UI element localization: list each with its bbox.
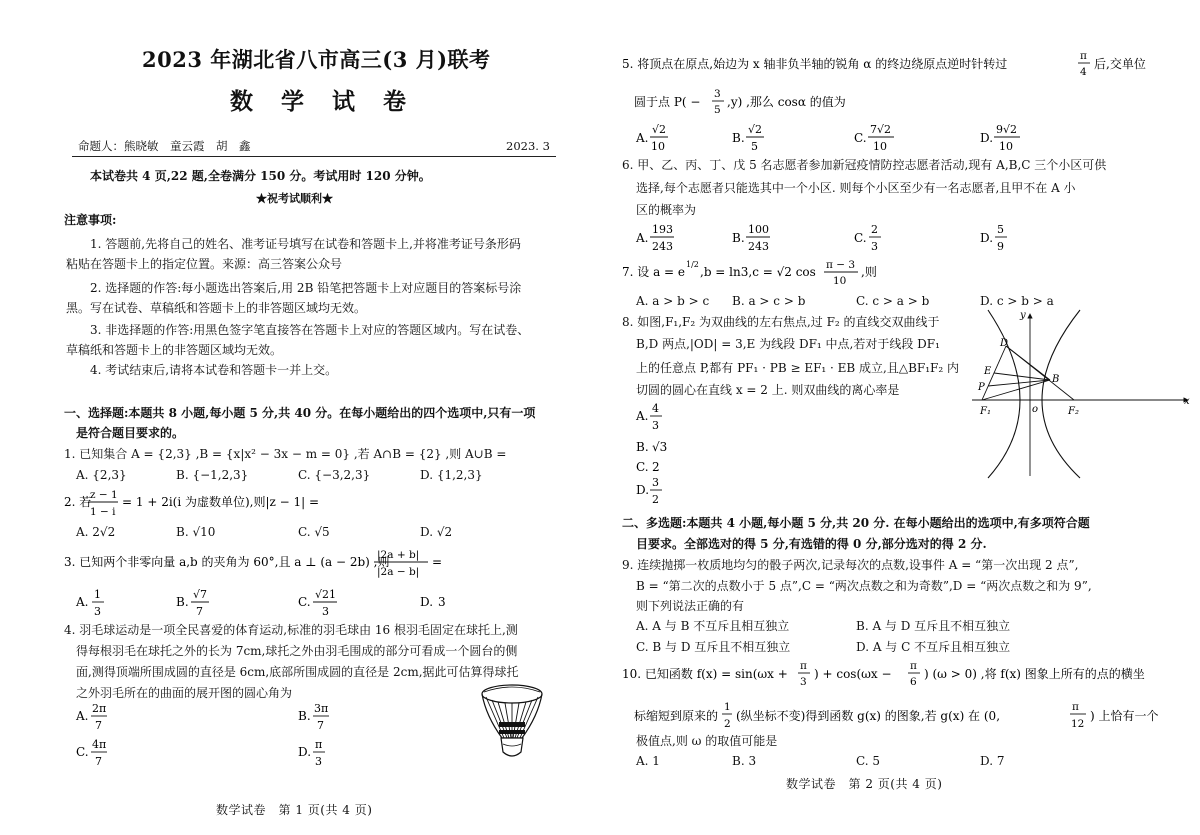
q2-option-b: B. √10 — [176, 525, 216, 539]
q5-text-a: 5. 将顶点在原点,始边为 x 轴非负半轴的锐角 α 的终边绕原点逆时针转过 — [622, 57, 1008, 71]
q10-option-c: C. 5 — [856, 754, 881, 768]
q4-option-b-num: 3π — [314, 702, 329, 715]
question-10-line-3: 极值点,则 ω 的取值可能是 — [636, 734, 778, 748]
q5-point-den: 5 — [714, 104, 721, 116]
q8-option-a-num: 4 — [652, 402, 659, 415]
q8-option-a-letter: A. — [636, 409, 649, 423]
q9-option-c: C. B 与 D 互斥且不相互独立 — [636, 640, 791, 654]
q6-option-c-num: 2 — [871, 223, 878, 236]
q1-option-d: D. {1,2,3} — [420, 468, 483, 482]
q5-option-d-letter: D. — [980, 131, 994, 145]
q3-option-b-letter: B. — [176, 595, 189, 609]
q6-option-b-den: 243 — [748, 240, 769, 253]
q8-option-c-text: 2 — [652, 460, 660, 474]
q10-f2-num: π — [910, 660, 917, 672]
q3-options — [72, 584, 492, 620]
header-rule — [72, 156, 556, 157]
q3-option-b-den: 7 — [196, 605, 203, 618]
q5-option-b-letter: B. — [732, 131, 745, 145]
question-3-stem — [60, 544, 480, 580]
question-9-line: 9. 连续抛掷一枚质地均匀的骰子两次,记录每次的点数,设事件 A = “第一次出现 2 点”, — [622, 558, 1079, 572]
exam-intro: 本试卷共 4 页,22 题,全卷满分 150 分。考试用时 120 分钟。 — [90, 169, 431, 183]
q2-option-a: A. 2√2 — [76, 525, 116, 539]
hyperbola-figure — [970, 308, 1195, 480]
q5-point-num: 3 — [714, 88, 721, 100]
q7-cos-num: π − 3 — [826, 259, 856, 271]
q3-option-c-letter: C. — [298, 595, 311, 609]
question-4-line: 面,测得顶端所围成圆的直径是 6cm,底部所围成圆的直径是 2cm,据此可估算得球托 — [76, 665, 519, 679]
q5-options — [632, 120, 1092, 156]
q2-option-d: D. √2 — [420, 525, 453, 539]
question-4-line: 得每根羽毛在球托之外的长为 7cm,球托之外由羽毛围成的部分可看成一个圆台的侧 — [76, 644, 518, 658]
q2-numerator: z − 1 — [90, 489, 118, 501]
q10-f3-num: 1 — [724, 701, 731, 713]
q4-option-c-letter: C. — [76, 745, 89, 759]
note-line: 1. 答题前,先将自己的姓名、准考证号填写在试卷和答题卡上,并将准考证号条形码 — [90, 237, 521, 251]
q5-text-c: 圆于点 P( − — [634, 95, 701, 109]
q10-f3-den: 2 — [724, 718, 731, 730]
notes-title: 注意事项: — [64, 213, 117, 227]
q9-option-b: B. A 与 D 互斥且不相互独立 — [856, 619, 1011, 633]
q7-option-c: C. c > a > b — [856, 294, 930, 308]
q5-option-b-den: 5 — [751, 140, 758, 153]
q3-option-c-num: √21 — [315, 588, 337, 601]
q2-prefix: 2. 若 — [64, 495, 92, 509]
note-line: 4. 考试结束后,请将本试卷和答题卡一并上交。 — [90, 363, 338, 377]
q10-f1-den: 3 — [800, 676, 807, 688]
question-2-stem — [60, 484, 480, 520]
q4-option-a-letter: A. — [76, 709, 89, 723]
q4-option-c-den: 7 — [95, 755, 102, 768]
note-line: 粘贴在答题卡上的指定位置。来源：高三答案公众号 — [66, 257, 343, 271]
q7-text-c: ,则 — [861, 265, 877, 279]
q8-option-b-text: √3 — [652, 440, 668, 454]
q10-f2-den: 6 — [910, 676, 917, 688]
note-line: 3. 非选择题的作答:用黑色签字笔直接答在答题卡上对应的答题区域内。写在试卷、 — [90, 323, 530, 337]
q10-text-b: ) + cos(ωx − — [814, 667, 892, 681]
question-10-line-2 — [630, 696, 1200, 736]
fig-label-x: x — [1184, 396, 1190, 407]
q8-option-a-den: 3 — [652, 419, 659, 432]
q2-option-c: C. √5 — [298, 525, 330, 539]
q10-option-b: B. 3 — [732, 754, 757, 768]
q3-option-a-den: 3 — [94, 605, 101, 618]
q5-text-d: ,y) ,那么 cosα 的值为 — [727, 95, 846, 109]
q9-option-d: D. A 与 C 不互斥且相互独立 — [856, 640, 1011, 654]
q5-option-a-den: 10 — [651, 140, 665, 153]
q4-option-c-num: 4π — [92, 738, 107, 751]
q4-options — [72, 700, 372, 772]
q6-option-c-den: 3 — [871, 240, 878, 253]
q10-f4-num: π — [1072, 701, 1079, 713]
q7-option-d: D. c > b > a — [980, 294, 1054, 308]
q6-option-d-den: 9 — [997, 240, 1004, 253]
exam-date: 2023. 3 — [506, 139, 550, 153]
note-line: 草稿纸和答题卡上的非答题区域均无效。 — [66, 343, 283, 357]
q5-option-a-letter: A. — [636, 131, 649, 145]
q4-option-b-letter: B. — [298, 709, 311, 723]
question-4-line: 4. 羽毛球运动是一项全民喜爱的体育运动,标准的羽毛球由 16 根羽毛固定在球托上,测 — [64, 623, 518, 637]
page-2-footer: 数学试卷 第 2 页(共 4 页) — [786, 777, 943, 791]
q8-option-d-num: 3 — [652, 476, 659, 489]
question-9-line: 则下列说法正确的有 — [636, 599, 745, 613]
q8-option-d-letter: D. — [636, 483, 650, 497]
q6-option-d-num: 5 — [997, 223, 1004, 236]
q10-option-d: D. 7 — [980, 754, 1005, 768]
question-5-line-1 — [618, 46, 1198, 82]
q2-denominator: 1 − i — [90, 506, 116, 518]
q3-option-a-num: 1 — [94, 588, 101, 601]
q6-option-b-num: 100 — [748, 223, 769, 236]
good-luck-banner: ★祝考试顺利★ — [256, 192, 333, 205]
q5-angle-num: π — [1080, 50, 1087, 62]
q3-denominator: |2a − b| — [377, 566, 420, 578]
q4-option-b-den: 7 — [317, 719, 324, 732]
question-6-line: 区的概率为 — [636, 203, 697, 217]
q10-text-f: ) 上恰有一个 — [1090, 709, 1159, 723]
q5-angle-den: 4 — [1080, 66, 1087, 78]
q10-text-e: (纵坐标不变)得到函数 g(x) 的图象,若 g(x) 在 (0, — [736, 709, 1001, 723]
q3-option-d-letter: D. — [420, 595, 434, 609]
fig-label-d: D — [1000, 338, 1009, 349]
question-1-stem: 1. 已知集合 A = {2,3} ,B = {x|x² − 3x − m = 0} ,若 A∩B = {2} ,则 A∪B = — [64, 447, 507, 461]
q7-option-b: B. a > c > b — [732, 294, 806, 308]
q1-option-b: B. {−1,2,3} — [176, 468, 249, 482]
q3-prefix: 3. 已知两个非零向量 a,b 的夹角为 60°,且 a ⊥ (a − 2b) ,则 — [64, 555, 390, 569]
authors: 命题人：熊晓敏 童云霞 胡 鑫 — [78, 139, 251, 153]
q3-option-d-text: 3 — [438, 595, 446, 609]
q7-text-b: ,b = ln3,c = √2 cos — [700, 265, 816, 279]
question-8-line: 上的任意点 P,都有 PF₁ · PB ≥ EF₁ · EB 成立,且△BF₁F₂ 内 — [636, 361, 959, 375]
q6-option-a-letter: A. — [636, 231, 649, 245]
question-7-stem — [618, 256, 1038, 290]
question-5-line-2 — [630, 84, 1050, 120]
q1-option-c: C. {−3,2,3} — [298, 468, 371, 482]
q5-option-d-den: 10 — [999, 140, 1013, 153]
q5-text-b: 后,交单位 — [1094, 57, 1146, 71]
section-1-heading-cont: 是符合题目要求的。 — [76, 426, 185, 440]
q7-cos-den: 10 — [833, 275, 847, 287]
q10-option-a: A. 1 — [636, 754, 660, 768]
exam-title: 2023 年湖北省八市高三(3 月)联考 — [142, 47, 491, 72]
q3-option-a-letter: A. — [76, 595, 89, 609]
q6-option-d-letter: D. — [980, 231, 994, 245]
fig-label-o: o — [1032, 404, 1039, 415]
section-2-heading-cont: 目要求。全部选对的得 5 分,有选错的得 0 分,部分选对的得 2 分. — [636, 537, 987, 551]
q7-option-a: A. a > b > c — [636, 294, 710, 308]
q8-option-d-den: 2 — [652, 493, 659, 506]
q3-option-b-num: √7 — [193, 588, 208, 601]
fig-label-f1: F₁ — [980, 406, 991, 417]
q4-option-a-den: 7 — [95, 719, 102, 732]
q6-option-c-letter: C. — [854, 231, 867, 245]
question-8-line: 8. 如图,F₁,F₂ 为双曲线的左右焦点,过 F₂ 的直线交双曲线于 — [622, 315, 940, 329]
q5-option-b-num: √2 — [748, 123, 763, 136]
q6-option-a-num: 193 — [652, 223, 673, 236]
q5-option-a-num: √2 — [652, 123, 667, 136]
q3-numerator: |2a + b| — [377, 549, 420, 561]
q6-option-a-den: 243 — [652, 240, 673, 253]
page-2 — [600, 0, 1200, 835]
q10-text-c: ) (ω > 0) ,将 f(x) 图象上所有的点的横坐 — [924, 667, 1145, 681]
question-6-line: 6. 甲、乙、丙、丁、戊 5 名志愿者参加新冠疫情防控志愿者活动,现有 A,B,C 三个小区可供 — [622, 158, 1107, 172]
q10-text-a: 10. 已知函数 f(x) = sin(ωx + — [622, 667, 788, 681]
q5-option-c-den: 10 — [873, 140, 887, 153]
q4-option-a-num: 2π — [92, 702, 107, 715]
q7-exponent: 1/2 — [686, 260, 699, 269]
fig-label-f2: F₂ — [1068, 406, 1079, 417]
q2-suffix: = 1 + 2i(i 为虚数单位),则|z − 1| = — [122, 495, 320, 509]
page-1-footer: 数学试卷 第 1 页(共 4 页) — [216, 803, 373, 817]
exam-subtitle: 数 学 试 卷 — [230, 88, 417, 115]
q4-option-d-num: π — [315, 738, 323, 751]
fig-label-p: P — [978, 382, 985, 393]
note-line: 2. 选择题的作答:每小题选出答案后,用 2B 铅笔把答题卡上对应题目的答案标号涂 — [90, 281, 522, 295]
q8-option-c-letter: C. — [636, 460, 649, 474]
q6-option-b-letter: B. — [732, 231, 745, 245]
q10-f1-num: π — [800, 660, 807, 672]
question-6-line: 选择,每个志愿者只能选其中一个小区. 则每个小区至少有一名志愿者,且甲不在 A 小 — [636, 181, 1076, 195]
section-1-heading: 一、选择题:本题共 8 小题,每小题 5 分,共 40 分。在每小题给出的四个选项中,只有一项 — [64, 406, 536, 420]
q8-options — [632, 400, 712, 508]
section-2-heading: 二、多选题:本题共 4 小题,每小题 5 分,共 20 分. 在每小题给出的选项中,有多项符合题 — [622, 516, 1090, 530]
question-9-line: B = “第二次的点数小于 5 点”,C = “两次点数之和为奇数”,D = “两次点数之和为 9”, — [636, 579, 1092, 593]
q5-option-d-num: 9√2 — [996, 123, 1018, 136]
q5-option-c-num: 7√2 — [870, 123, 892, 136]
q10-text-d: 标缩短到原来的 — [634, 709, 719, 723]
q8-option-b-letter: B. — [636, 440, 649, 454]
q6-options — [632, 220, 1092, 256]
note-line: 黑。写在试卷、草稿纸和答题卡上的非答题区域均无效。 — [66, 301, 367, 315]
q5-option-c-letter: C. — [854, 131, 867, 145]
fig-label-e: E — [984, 366, 992, 377]
question-8-line: B,D 两点,|OD| = 3,E 为线段 DF₁ 中点,若对于线段 DF₁ — [636, 337, 940, 351]
q4-option-d-den: 3 — [315, 755, 322, 768]
q7-text-a: 7. 设 a = e — [622, 265, 686, 279]
question-10-line-1 — [618, 656, 1198, 692]
q4-option-d-letter: D. — [298, 745, 312, 759]
q1-option-a: A. {2,3} — [76, 468, 127, 482]
q3-suffix: = — [432, 555, 443, 569]
fig-label-b: B — [1052, 374, 1060, 385]
q10-f4-den: 12 — [1071, 718, 1085, 730]
fig-label-y: y — [1020, 310, 1026, 321]
q9-option-a: A. A 与 B 不互斥且相互独立 — [636, 619, 790, 633]
q3-option-c-den: 3 — [322, 605, 329, 618]
shuttlecock-figure — [476, 682, 548, 764]
question-4-line: 之外羽毛所在的曲面的展开图的圆心角为 — [76, 686, 293, 700]
question-8-line: 切圆的圆心在直线 x = 2 上. 则双曲线的离心率是 — [636, 383, 900, 397]
